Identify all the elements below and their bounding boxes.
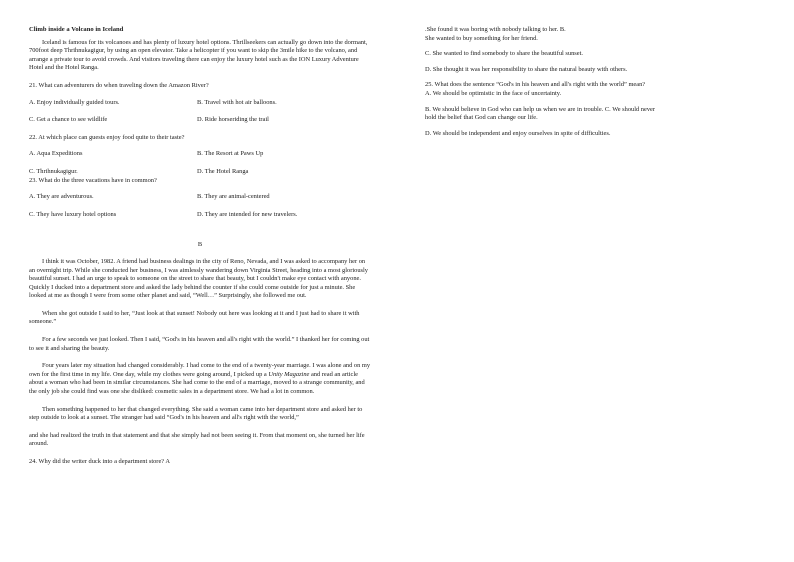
question-21-options (29, 99, 371, 125)
option-21-d: D. Ride horseriding the trail (197, 116, 269, 124)
passage-b-paragraph-2: When she got outside I said to her, “Just look at that sunset! Nobody out here was looking at it and I just had to share it with someone.” (29, 309, 360, 326)
option-23-d: D. They are intended for new travelers. (197, 210, 298, 218)
magazine-title: Unity Magazine (268, 370, 310, 378)
passage-title: Climb inside a Volcano in Iceland (29, 26, 124, 33)
passage-b-paragraph-6: and she had realized the truth in that statement and that she simply had not been seeing it. From that moment on, she turned her life around. (29, 431, 365, 448)
option-23-a: A. They are adventurous. (29, 193, 94, 201)
passage-b-paragraph-4 (29, 362, 371, 396)
option-24-c: C. She wanted to find somebody to share the beautiful sunset. (425, 50, 583, 58)
paragraph-4-part-a: Four years later my situation had changed considerably. I had come to the end of a twenty-year marriage. I was alone and on my own for the first time in my life. One day, while my clothes were going around, I picked up a (29, 362, 371, 378)
option-24-b: She wanted to buy something for her friend. (425, 34, 538, 42)
question-24: 24. Why did the writer duck into a department store? A (29, 458, 170, 465)
question-22-options (29, 150, 371, 176)
option-25-d: D. We should be independent and enjoy ourselves in spite of difficulties. (425, 129, 611, 137)
section-b-heading: B (197, 241, 203, 249)
option-25-a: A. We should be optimistic in the face of uncertainty. (425, 89, 562, 97)
option-24-a-cont: .She found it was boring with nobody talking to her. B. (425, 26, 566, 33)
question-23: 23. What do the three vacations have in common? (29, 176, 157, 184)
option-22-c: C. Thrihnukagigur. (29, 167, 78, 175)
passage-b-paragraph-5: Then something happened to her that changed everything. She said a woman came into her department store and asked her to step outside to look at a sunset. The stranger had said “God's in his heaven and all's right with the world,” (29, 405, 363, 422)
option-22-a: A. Aqua Expeditions (29, 150, 83, 158)
option-22-d: D. The Hotel Ranga (197, 167, 249, 175)
option-23-b: B. They are animal-centered (197, 193, 270, 201)
option-25-b-c: B. We should believe in God who can help us when we are in trouble. C. We should never hold the belief that God can change our life. (425, 105, 655, 122)
question-25: 25. What does the sentence “God's in his heaven and all's right with the world” mean? (425, 81, 646, 89)
passage-b-paragraph-3: For a few seconds we just looked. Then I said, “God's in his heaven and all's right with the world.” I thanked her for coming out to see it and sharing the beauty. (29, 336, 370, 352)
right-column (425, 26, 655, 138)
option-21-b: B. Travel with hot air balloons. (197, 98, 277, 106)
option-22-b: B. The Resort at Paws Up (197, 150, 264, 158)
question-21: 21. What can adventurers do when traveling down the Amazon River? (29, 81, 209, 89)
question-23-options (29, 193, 371, 219)
passage-b-paragraph-1: I think it was October, 1982. A friend had business dealings in the city of Reno, Nevada, and I was asked to accompany her on an overnight trip. While she conducted her business, I was aimlessly wandering down Virginia Street, heading into a most gloriously beautiful sunset. I had an urge to speak to someone on the street to share that beauty, but I couldn't make eye contact with anyone. Quickly I ducked into a department store and asked the lady behind the counter if she could come outside for just a minute. She looked at me as though I were from some other planet and said, “Well…” Surprisingly, she followed me out. (29, 257, 368, 300)
question-22: 22. At which place can guests enjoy food quite to their taste? (29, 133, 185, 141)
paragraph-4-part-b: and read an article about a woman who had been in similar circumstances. She had come to the end of a marriage, moved to a strange community, and the only job she could find was one she disliked: cosmetic sales in a department store. We had a lot in common. (29, 370, 365, 396)
option-23-c: C. They have luxury hotel options (29, 210, 117, 218)
option-21-a: A. Enjoy individually guided tours. (29, 98, 120, 106)
option-21-c: C. Get a chance to see wildlife (29, 116, 108, 124)
passage-intro: Iceland is famous for its volcanoes and has plenty of luxury hotel options. Thrillseekers can actually go down into the dormant, 700foot deep Thrihnukagigur, by using an open elevator. Take a helicopter if you want to skip the 3mile hike to the volcano, and arrange a private tour to avoid crowds. And visitors traveling there can enjoy the luxury hotel such as the ION Luxury Adventure Hotel and the Hotel Ranga. (29, 38, 368, 72)
left-column (29, 26, 371, 467)
option-24-d: D. She thought it was her responsibility to share the natural beauty with others. (425, 65, 628, 73)
